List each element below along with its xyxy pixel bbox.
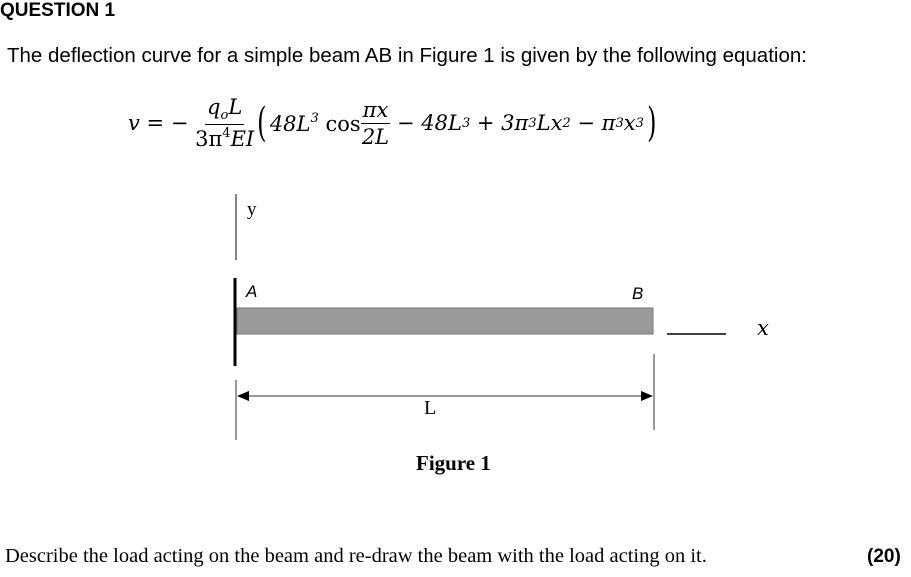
point-a-label: A — [246, 282, 258, 301]
y-axis-label: y — [247, 199, 257, 220]
x-axis-label: x — [757, 316, 769, 340]
question-text: Describe the load acting on the beam and re-draw the beam with the load acting on it. — [5, 545, 707, 567]
deflection-equation: v = − $\frac{q_oL}{3\pi^4EI}$ ( $48L^3$ cos $\frac{\pi x}{2L}$ − 48L 3 + 3π 3 Lx 2 − π 3 x 3 ) — [128, 94, 657, 152]
marks-label: (20) — [867, 546, 901, 567]
length-label: L — [424, 397, 437, 419]
dimension-arrow-left — [237, 391, 249, 401]
question-heading: QUESTION 1 — [0, 0, 116, 21]
dimension-arrow-right — [641, 391, 653, 401]
beam — [237, 308, 653, 334]
figure-caption: Figure 1 — [416, 451, 491, 475]
point-b-label: B — [632, 284, 644, 303]
intro-text: The deflection curve for a simple beam AB in Figure 1 is given by the following equation: — [7, 44, 807, 67]
